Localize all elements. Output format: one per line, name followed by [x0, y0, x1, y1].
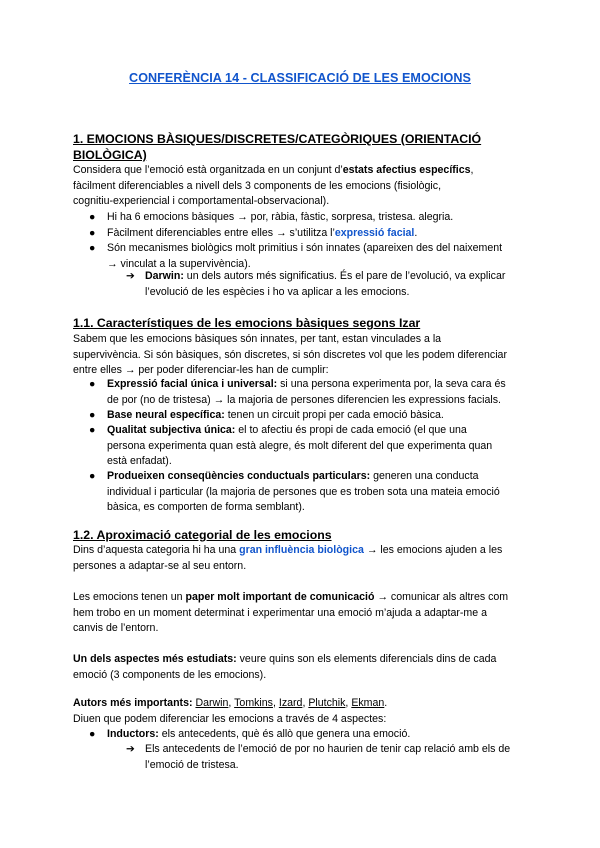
s12-p2-tail: → comunicar als altres com: [374, 591, 509, 603]
bullet-icon: ●: [89, 378, 96, 390]
bullet-icon: ●: [89, 470, 96, 482]
section-1-2-sub: [145, 742, 545, 773]
intro-line2: fàcilment diferenciables a nivell dels 3 components de les emocions (fisiològic,: [73, 179, 442, 192]
bullet-icon: ●: [89, 242, 96, 254]
section-1-2-paragraph-3: [73, 652, 543, 683]
section-1-1-bullet-3: [107, 423, 547, 470]
section-1-heading-line2: BIOLÒGICA): [73, 148, 147, 162]
section-1-1-paragraph: [73, 332, 543, 379]
section-1-1-heading: 1.1. Característiques de les emocions bàsiques segons Izar: [73, 316, 421, 330]
author-link[interactable]: Izard: [278, 697, 303, 709]
s11-b3-line2: persona experimenta quan està alegre, és molt diferent del que experimenta quan: [107, 439, 493, 452]
s11-line2: supervivència. Si són bàsiques, són discretes, si són discretes vol que les podem diferenciar: [73, 348, 507, 361]
author-link[interactable]: Plutchik: [308, 697, 346, 709]
s11-b4-line2: individual i particular (la majoria de persones que es troben sota una mateia emoció: [107, 485, 500, 498]
section-1-2-authors: Autors més importants: Darwin, Tomkins, Izard, Plutchik, Ekman. Diuen que podem diferenciar les emocions a través de 4 aspectes:: [73, 697, 388, 725]
s12-sub-line1: Els antecedents de l’emoció de por no haurien de tenir cap relació amb els de: [145, 743, 511, 755]
bullet-3-line1: Són mecanismes biològics molt primitius i són innates (apareixen des del naixement: [107, 242, 503, 254]
author-link[interactable]: Tomkins: [234, 697, 273, 709]
bullet-2-highlight: expressió facial: [334, 227, 415, 239]
s12-p1-text: Dins d’aquesta categoria hi ha una: [73, 544, 240, 556]
section-1-heading: [73, 131, 513, 163]
s11-b2-text: tenen un circuit propi per cada emoció bàsica.: [224, 409, 444, 421]
s11-b4-line3: bàsica, es comporten de forma semblant).: [107, 501, 305, 514]
s11-line3: entre elles → per poder diferenciar-les han de cumplir:: [73, 364, 329, 377]
s12-p2-line2: hem trobo en un moment determinat i experimentar una emoció m’ajuda a adaptar-me a: [73, 606, 487, 619]
s11-b3-text: el to afectiu és propi de cada emoció (el que una: [235, 424, 467, 436]
s11-b1-line2: de por (no de tristesa) → la majoria de persones diferencien les expressions facials.: [107, 393, 501, 406]
bullet-icon: ●: [89, 424, 96, 436]
s12-p2-text: Les emocions tenen un: [73, 591, 186, 603]
bullet-icon: ●: [89, 728, 96, 740]
section-1-2-paragraph-2: [73, 590, 543, 637]
page-title: CONFERÈNCIA 14 - CLASSIFICACIÓ DE LES EMOCIONS: [129, 71, 471, 85]
section-1-bullet-2: [107, 226, 547, 242]
s12-p2-bold: paper molt important de comunicació: [185, 591, 375, 603]
section-1-2-paragraph-1: [73, 543, 543, 574]
s12-b1-label: Inductors:: [107, 728, 159, 740]
bullet-icon: ●: [89, 409, 96, 421]
darwin-label: Darwin:: [145, 270, 184, 282]
intro-line3: cognitiu-experiencial i comportamental-observacional).: [73, 195, 330, 208]
s11-line1: Sabem que les emocions bàsiques són innates, per tant, estan vinculades a la: [73, 333, 442, 345]
s12-p1-tail: → les emocions ajuden a les: [363, 544, 503, 556]
author-link[interactable]: Ekman: [351, 697, 385, 709]
intro-text: Considera que l’emoció està organitzada en un conjunt d’: [73, 164, 343, 176]
s12-b1-text: els antecedents, què és allò que genera una emoció.: [158, 728, 411, 740]
s12-p3-bold: Un dels aspectes més estudiats:: [73, 653, 237, 665]
bullet-2-punct: .: [414, 227, 418, 239]
s12-p3-line2: emoció (3 components de les emocions).: [73, 668, 267, 681]
section-1-1-bullet-2: [107, 408, 547, 424]
arrow-icon: ➔: [126, 743, 135, 755]
s11-b1-label: Expressió facial única i universal:: [107, 378, 278, 390]
s12-sub-line2: l’emoció de tristesa.: [145, 758, 239, 771]
s12-p1-highlight: gran influència biològica: [239, 544, 364, 556]
s11-b4-text: generen una conducta: [370, 470, 479, 482]
bullet-icon: ●: [89, 211, 96, 223]
authors-label: Autors més importants:: [73, 697, 193, 709]
section-1-1-bullet-4: [107, 469, 547, 516]
s12-p2-line3: canvis de l’entorn.: [73, 622, 159, 635]
section-1-heading-line1: 1. EMOCIONS BÀSIQUES/DISCRETES/CATEGÒRIQUES (ORIENTACIÓ: [73, 132, 482, 146]
bullet-2-text: Fàcilment diferenciables entre elles → s’utilitza l’: [107, 227, 335, 239]
darwin-line2: l’evolució de les espècies i ho va aplicar a les emocions.: [145, 285, 410, 298]
intro-punct: ,: [470, 164, 474, 176]
section-1-1-bullet-1: [107, 377, 547, 408]
s12-p5: Diuen que podem diferenciar les emocions a través de 4 aspectes:: [73, 712, 387, 725]
section-1-sub-darwin: [145, 269, 545, 300]
section-1-bullet-1: Hi ha 6 emocions bàsiques → por, ràbia, fàstic, sorpresa, tristesa. alegria.: [107, 211, 454, 223]
bullet-icon: ●: [89, 227, 96, 239]
s12-p1-line2: persones a adaptar-se al seu entorn.: [73, 559, 247, 572]
darwin-text: un dels autors més significatius. És el pare de l’evolució, va explicar: [183, 270, 506, 282]
section-1-bullet-3: [107, 241, 547, 272]
section-1-intro: [73, 163, 543, 210]
s11-b2-label: Base neural específica:: [107, 409, 225, 421]
s11-b3-label: Qualitat subjectiva única:: [107, 424, 236, 436]
s12-p3-text: veure quins son els elements diferencials dins de cada: [236, 653, 497, 665]
bullet-3-line2: → vinculat a la supervivència).: [107, 257, 251, 270]
s11-b3-line3: està enfadat).: [107, 455, 172, 468]
section-1-2-heading: 1.2. Aproximació categorial de les emocions: [73, 528, 332, 542]
arrow-icon: ➔: [126, 270, 135, 282]
author-link[interactable]: Darwin: [195, 697, 229, 709]
s11-b1-text: si una persona experimenta por, la seva cara és: [277, 378, 506, 390]
section-1-2-bullet-1: [107, 727, 547, 743]
s11-b4-label: Produeixen conseqüències conductuals particulars:: [107, 470, 371, 482]
intro-bold: estats afectius específics: [342, 164, 471, 176]
